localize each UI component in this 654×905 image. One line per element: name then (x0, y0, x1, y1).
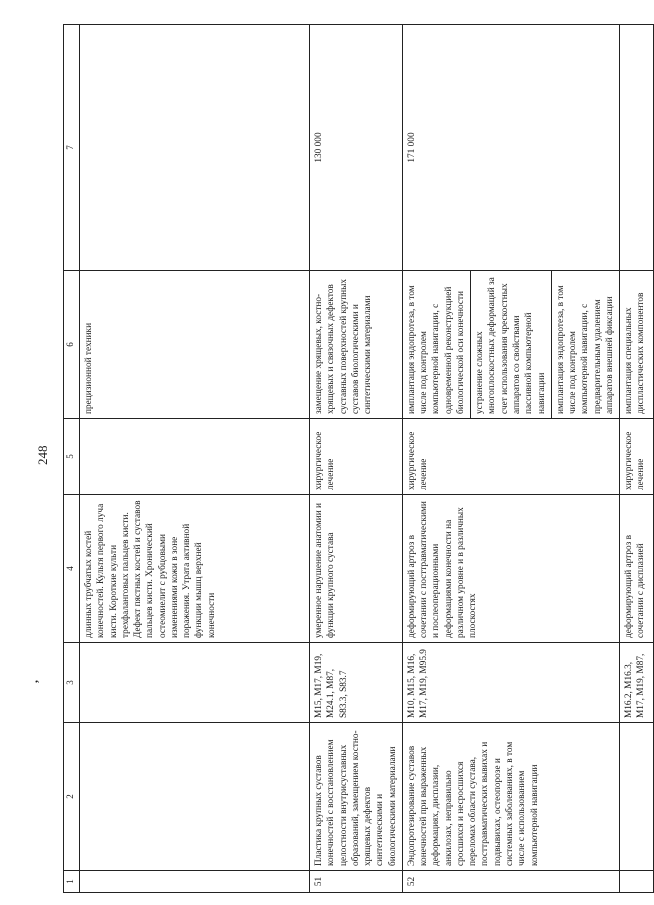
column-number: 3 (64, 643, 80, 723)
price-cell (620, 25, 654, 271)
page-number: 248 (35, 445, 50, 465)
icd-codes-cell: M10, M15, M16, M17, M19, M95.9 (402, 643, 619, 723)
treatment-method: имплантация эндопротеза, в том числе под контролем компьютерной навигации, с предварительным удалением аппаратов внешней фиксации (551, 271, 616, 418)
treatment-type-cell: хирургическое лечение (310, 419, 403, 495)
treatment-type-cell: хирургическое лечение (402, 419, 619, 495)
treatment-method: имплантация эндопротеза, в том числе под контролем компьютерной навигации, с одновременной реконструкцией биологической оси конечности (406, 285, 466, 414)
treatment-method: замещение хрящевых, костно-хрящевых и связочных дефектов суставных поверхностей крупных суставов биологическими и синтетическими материалами (314, 278, 374, 414)
column-number: 2 (64, 723, 80, 871)
treatment-method-cell (310, 271, 403, 419)
services-table (63, 24, 654, 893)
treatment-method: устранение сложных многоплоскостных деформаций за счет использования чрескостных аппаратов со свойствами пассивной компьютерной навигации (470, 271, 548, 418)
column-number-row (64, 25, 80, 893)
icd-codes-cell: M16.2, M16.3, M17, M19, M87, (620, 643, 654, 723)
table-row (402, 25, 619, 893)
column-number: 6 (64, 271, 80, 419)
row-number-cell: 51 (310, 871, 403, 893)
column-number: 5 (64, 419, 80, 495)
treatment-method-cell (402, 271, 619, 419)
service-name-cell (620, 723, 654, 871)
continuation-row (80, 25, 310, 893)
scan-mark: , (26, 680, 40, 683)
table-row (310, 25, 403, 893)
treatment-method-cell (620, 271, 654, 419)
row-number-cell: 52 (402, 871, 619, 893)
table-row (620, 25, 654, 893)
treatment-type-cell (80, 419, 310, 495)
price-cell (80, 25, 310, 271)
service-name-cell: Эндопротезирование суставов конечностей при выраженных деформациях, дисплазии, анкилозах, неправильно сросшихся и несросшихся переломах области сустава, посттравматических вывихах и подвывихах, остеопорозе и системных заболеваниях, в том числе с использованием компьютерной навигации (402, 723, 619, 871)
column-number: 4 (64, 495, 80, 643)
service-name-cell: Пластика крупных суставов конечностей с восстановлением целостности внутрисуставных образований, замещением костно-хрящевых дефектов синтетическими и биологическими материалами (310, 723, 403, 871)
column-number: 1 (64, 871, 80, 893)
price-cell: 171 000 (402, 25, 619, 271)
icd-codes-cell: M15, M17, M19, M24.1, M87, S83.3, S83.7 (310, 643, 403, 723)
disease-model-cell: деформирующий артроз в сочетании с посттравматическими и послеоперационными деформациями конечности на различном уровне и в различных плоскостях (402, 495, 619, 643)
treatment-type-cell: хирургическое лечение (620, 419, 654, 495)
row-number-cell (620, 871, 654, 893)
price-cell: 130 000 (310, 25, 403, 271)
service-name-cell (80, 723, 310, 871)
icd-codes-cell (80, 643, 310, 723)
treatment-method-cell: прецизионной техники (80, 271, 310, 419)
disease-model-cell: умеренное нарушение анатомии и функции крупного сустава (310, 495, 403, 643)
row-number-cell (80, 871, 310, 893)
treatment-method: имплантация специальных диспластических компонентов (624, 292, 647, 414)
disease-model-cell: деформирующий артроз в сочетании с дисплазией (620, 495, 654, 643)
column-number: 7 (64, 25, 80, 271)
disease-model-cell: длинных трубчатых костей конечностей. Культя первого луча кисти. Короткие культи трехфаланговых пальцев кисти. Дефект пястных костей и суставов пальцев кисти. Хронический остеомиелит с рубцовыми изменениями кожи в зоне поражения. Утрата активной функции мышц верхней конечности (80, 495, 310, 643)
